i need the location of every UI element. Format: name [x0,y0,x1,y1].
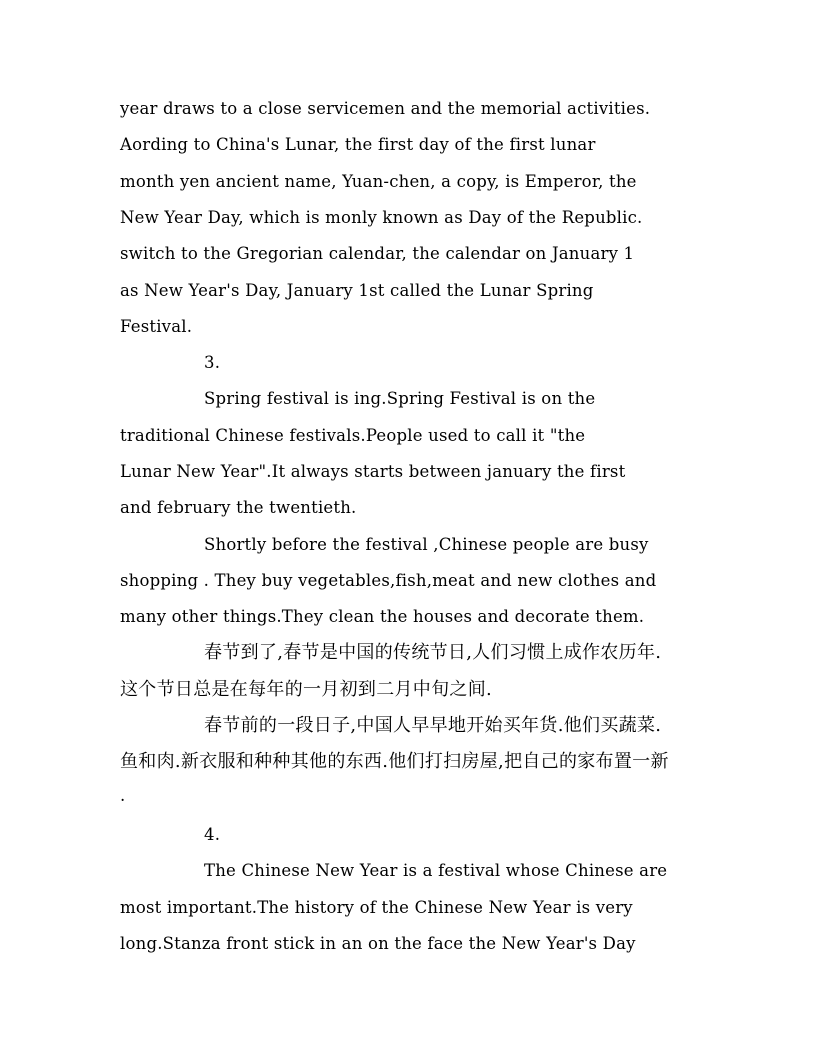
text-line-9: Spring festival is ing.Spring Festival is on the [204,389,596,408]
text-line-4: New Year Day, which is monly known as Day of the Republic. [120,208,643,227]
text-line-12: and february the twentieth. [120,498,357,517]
text-line-3: month yen ancient name, Yuan-chen, a copy, is Emperor, the [120,172,637,191]
text-line-19: 鱼和肉.新衣服和种种其他的东西.他们打扫房屋,把自己的家布置一新 [120,751,669,772]
text-line-22: The Chinese New Year is a festival whose Chinese are [204,861,668,880]
text-line-7: Festival. [120,317,193,336]
text-line-1: year draws to a close servicemen and the memorial activities. [120,99,651,118]
text-line-6: as New Year's Day, January 1st called the Lunar Spring [120,281,594,300]
text-line-20: . [120,786,126,805]
section-number-4: 4. [204,825,221,844]
text-line-18: 春节前的一段日子,中国人早早地开始买年货.他们买蔬菜. [204,715,662,736]
text-line-5: switch to the Gregorian calendar, the calendar on January 1 [120,244,635,263]
section-number-3: 3. [204,353,221,372]
text-line-17: 这个节日总是在每年的一月初到二月中旬之间. [120,679,493,700]
text-line-14: shopping . They buy vegetables,fish,meat and new clothes and [120,571,657,590]
text-line-23: most important.The history of the Chinese New Year is very [120,898,633,917]
text-line-2: Aording to China's Lunar, the first day of the first lunar [120,135,596,154]
text-line-16: 春节到了,春节是中国的传统节日,人们习惯上成作农历年. [204,642,662,663]
text-line-13: Shortly before the festival ,Chinese people are busy [204,535,649,554]
text-line-10: traditional Chinese festivals.People used to call it "the [120,426,586,445]
text-line-24: long.Stanza front stick in an on the face the New Year's Day [120,934,636,953]
text-line-11: Lunar New Year".It always starts between january the first [120,462,626,481]
text-line-15: many other things.They clean the houses and decorate them. [120,607,645,626]
